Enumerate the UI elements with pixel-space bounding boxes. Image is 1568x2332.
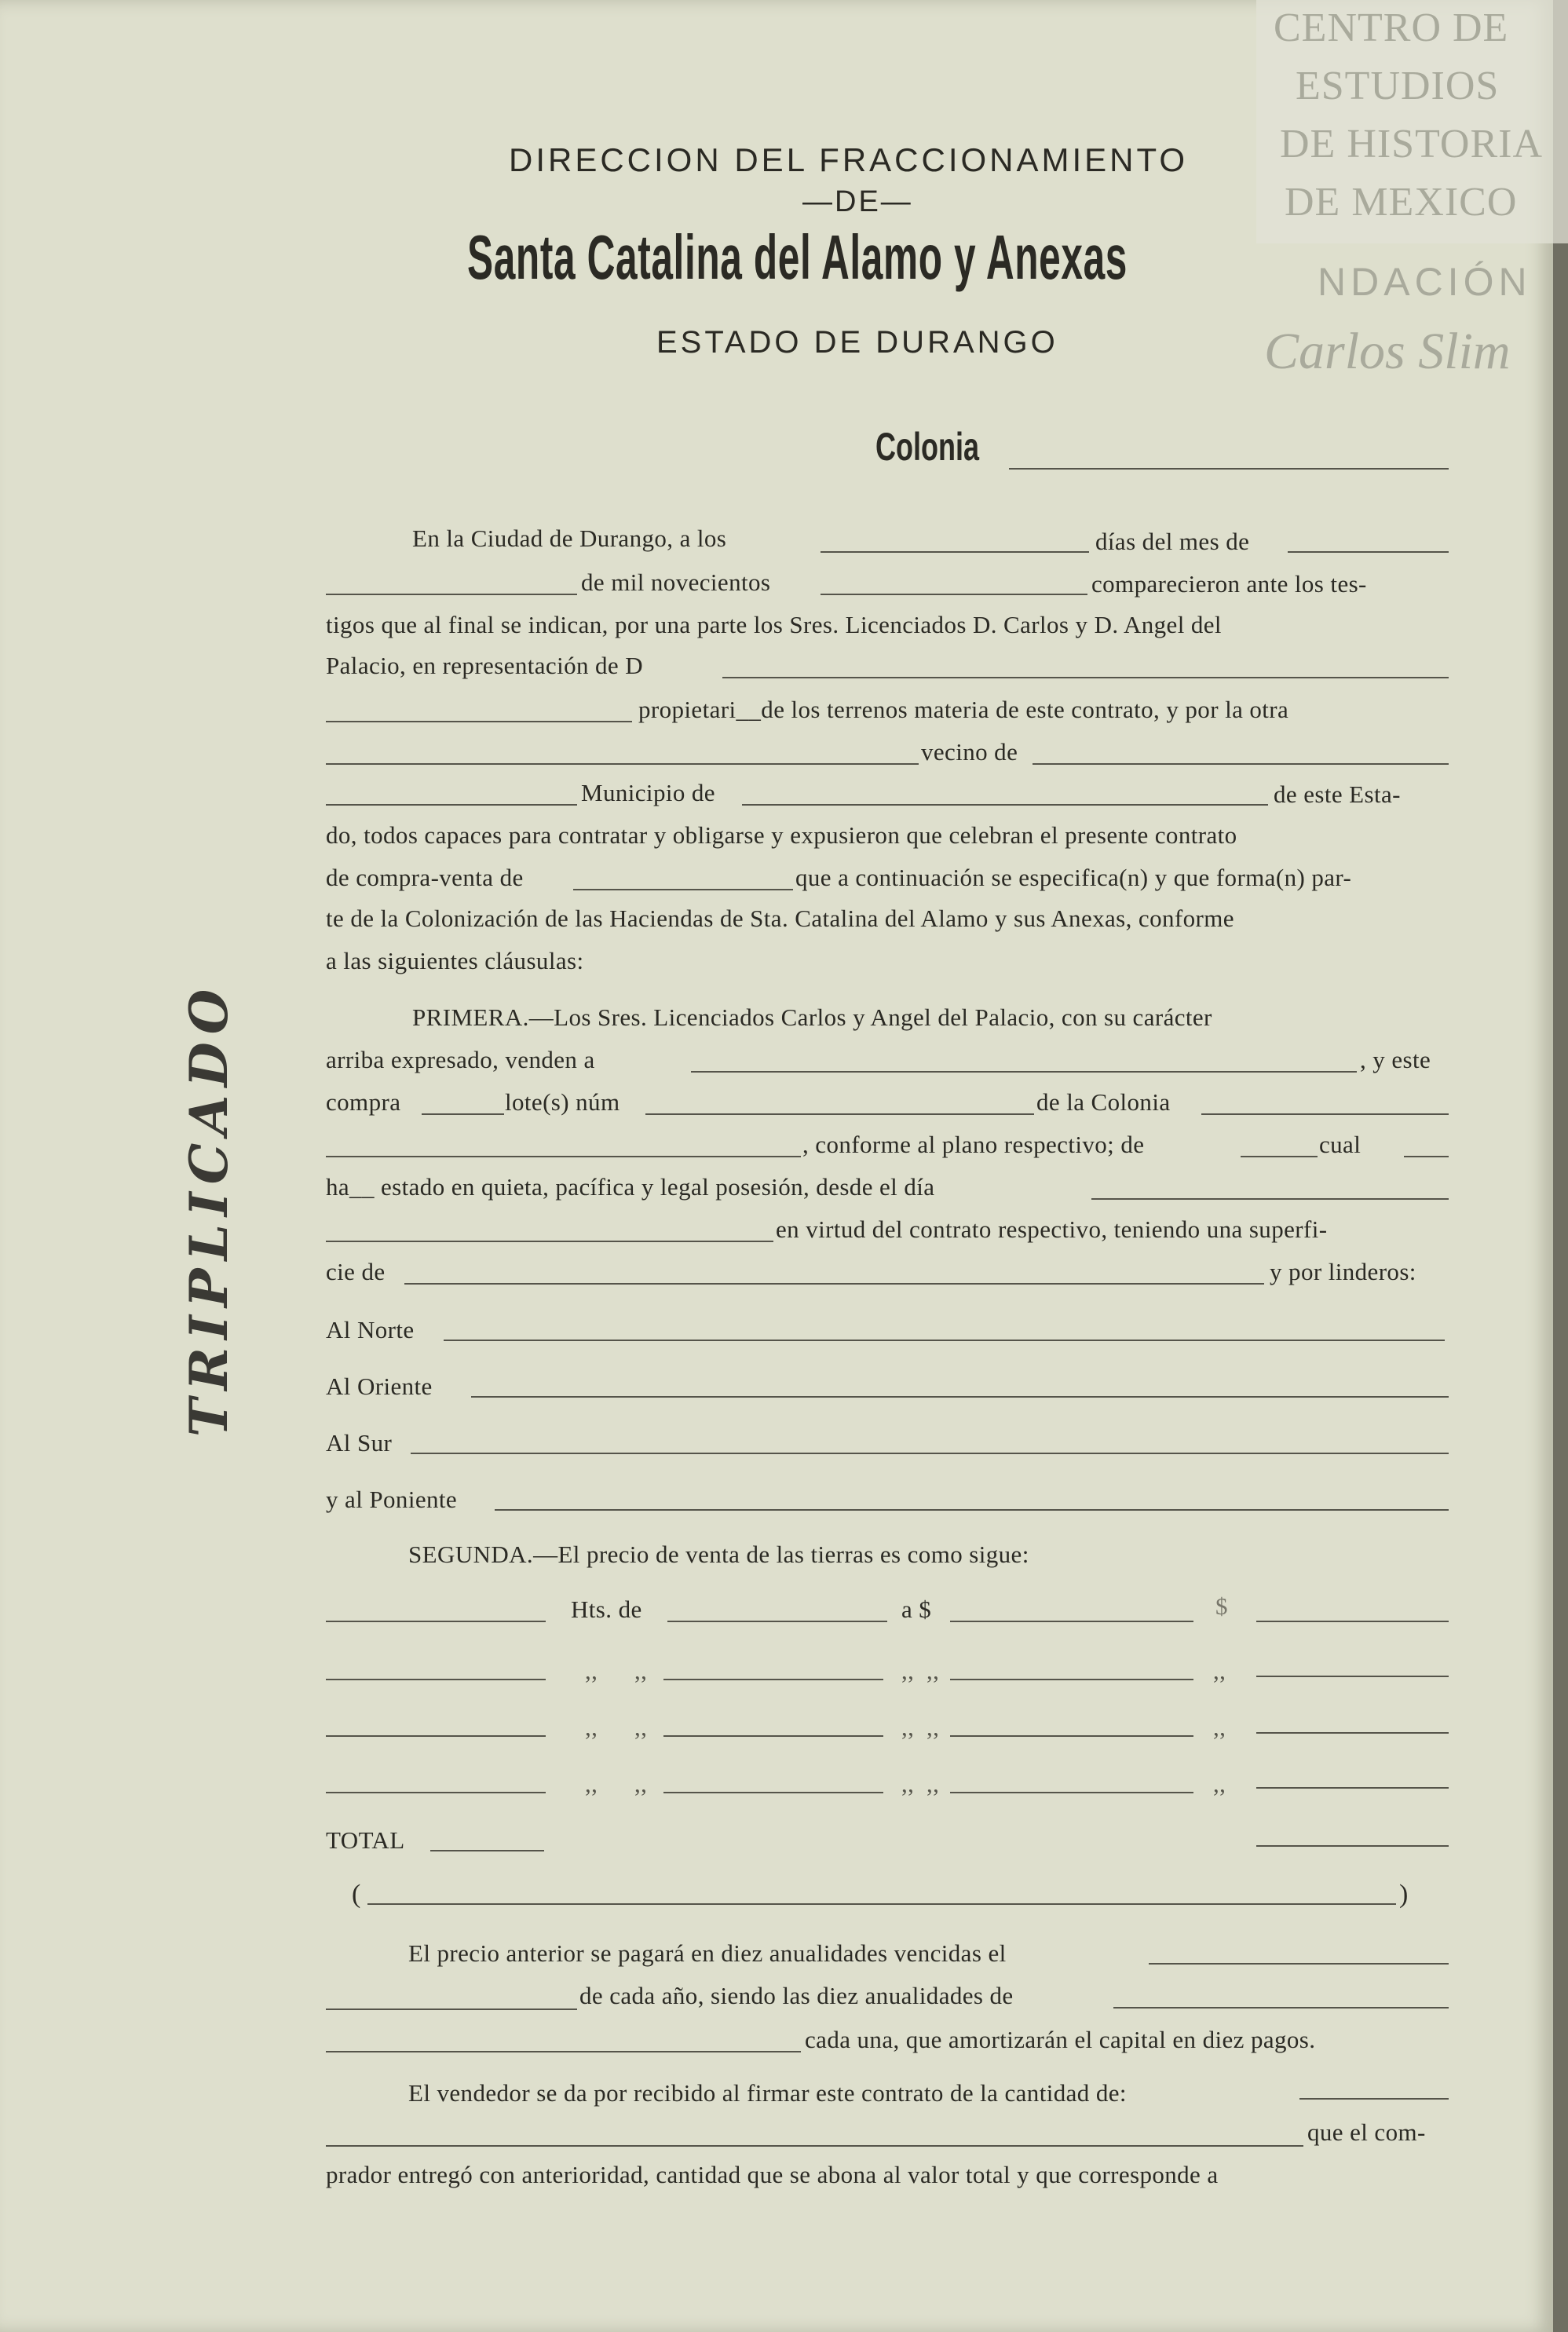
stamp-text: TRIPLICADO — [178, 981, 239, 1437]
blank-price-3b — [663, 1735, 883, 1737]
blank-cantidad-letras — [326, 2145, 1303, 2147]
blank-buyer — [326, 763, 919, 765]
blank-anualidad-fecha — [1149, 1963, 1449, 1965]
text-line: comparecieron ante los tes- — [1091, 570, 1367, 598]
ditto-mark: ,, — [901, 1657, 915, 1684]
ditto-mark: ,, — [634, 1657, 648, 1684]
blank-price-3d — [1256, 1732, 1449, 1734]
blank-price-1b — [667, 1621, 887, 1622]
blank-colonia — [1201, 1113, 1449, 1115]
blank-desde-dia — [1091, 1198, 1449, 1200]
text-line: a las siguientes cláusulas: — [326, 947, 584, 974]
blank-price-2b — [663, 1679, 883, 1680]
blank-lote — [645, 1113, 1034, 1115]
blank-monto-letras — [326, 2051, 801, 2052]
blank-price-1c — [950, 1621, 1193, 1622]
blank-fecha — [326, 1241, 773, 1242]
blank-price-4c — [950, 1792, 1193, 1793]
blank-total-words — [367, 1903, 1396, 1905]
blank-object — [573, 889, 793, 890]
ditto-mark: ,, — [634, 1770, 648, 1797]
text-line: PRIMERA.—Los Sres. Licenciados Carlos y Angel del Palacio, con su carácter — [412, 1003, 1212, 1031]
text-line: en virtud del contrato respectivo, teniendo una superfi- — [776, 1215, 1328, 1243]
text-line: cual — [1319, 1131, 1361, 1158]
watermark-line: NDACIÓN — [1318, 260, 1532, 304]
ditto-mark: ,, — [927, 1713, 940, 1741]
blank-price-3a — [326, 1735, 546, 1737]
blank-sur — [411, 1453, 1449, 1454]
ditto-mark: ,, — [901, 1713, 915, 1741]
blank-price-1d — [1256, 1621, 1449, 1622]
blank-price-3c — [950, 1735, 1193, 1737]
text-line: El precio anterior se pagará en diez anualidades vencidas el — [408, 1939, 1007, 1967]
text-line: y por linderos: — [1270, 1258, 1416, 1285]
text-line: propietari__de los terrenos materia de este contrato, y por la otra — [638, 696, 1289, 723]
header-direction: DIRECCION DEL FRACCIONAMIENTO — [509, 141, 1189, 178]
colonia-label: Colonia — [875, 425, 979, 469]
ditto-mark: ,, — [634, 1713, 648, 1741]
document-title: Santa Catalina del Alamo y Anexas — [467, 222, 1128, 292]
ditto-mark: ,, — [1213, 1713, 1226, 1741]
ditto-mark: ,, — [585, 1713, 598, 1741]
blank-price-4d — [1256, 1787, 1449, 1789]
text-line: , conforme al plano respectivo; de — [802, 1131, 1145, 1158]
blank-price-1a — [326, 1621, 546, 1622]
dollar-label: $ — [1215, 1592, 1228, 1620]
blank-price-4b — [663, 1792, 883, 1793]
blank-month — [1288, 551, 1449, 553]
text-line: de cada año, siendo las diez anualidades de — [579, 1982, 1014, 2009]
header-de: —DE— — [802, 185, 913, 218]
blank-total — [430, 1850, 544, 1851]
text-line: SEGUNDA.—El precio de venta de las tierras es como sigue: — [408, 1541, 1029, 1568]
text-line: Palacio, en representación de D — [326, 652, 644, 679]
text-line: de mil novecientos — [581, 568, 771, 596]
blank-year — [821, 594, 1087, 595]
watermark-signature: Carlos Slim — [1264, 323, 1511, 380]
blank-owner — [326, 721, 632, 722]
text-line: te de la Colonización de las Haciendas de Sta. Catalina del Alamo y sus Anexas, conforme — [326, 905, 1234, 932]
text-line: cada una, que amortizarán el capital en diez pagos. — [805, 2026, 1316, 2053]
text-line: lote(s) núm — [505, 1088, 620, 1116]
blank-place — [326, 804, 577, 806]
watermark-line: ESTUDIOS — [1296, 64, 1500, 108]
text-line: días del mes de — [1095, 528, 1250, 555]
ditto-mark: ,, — [927, 1657, 940, 1684]
blank-price-4a — [326, 1792, 546, 1793]
text-line: que a continuación se especifica(n) y que forma(n) par- — [795, 864, 1352, 891]
text-line: compra — [326, 1088, 401, 1116]
lindero-sur: Al Sur — [326, 1429, 393, 1457]
text-line: cie de — [326, 1258, 386, 1285]
blank-superficie — [404, 1283, 1264, 1285]
total-label: TOTAL — [326, 1826, 405, 1854]
text-line: prador entregó con anterioridad, cantidad que se abona al valor total y que corresponde a — [326, 2161, 1219, 2188]
blank-anualidad-monto — [1113, 2007, 1449, 2009]
blank-cual — [1404, 1156, 1449, 1157]
text-line: tigos que al final se indican, por una parte los Sres. Licenciados D. Carlos y D. Angel del — [326, 611, 1222, 638]
blank-dia-anio — [326, 2009, 577, 2010]
text-line: arriba expresado, venden a — [326, 1046, 595, 1073]
paren-close: ) — [1399, 1880, 1409, 1909]
blank-oriente — [471, 1396, 1449, 1398]
text-line: de compra-venta de — [326, 864, 524, 891]
hts-label: Hts. de — [571, 1595, 642, 1623]
blank-norte — [444, 1340, 1445, 1341]
blank-total-amount — [1256, 1845, 1449, 1847]
state-label: ESTADO DE DURANGO — [656, 325, 1058, 360]
blank-representation — [722, 677, 1449, 678]
paren-open: ( — [352, 1880, 361, 1909]
text-line: do, todos capaces para contratar y obligarse y expusieron que celebran el presente contrato — [326, 821, 1237, 849]
lindero-poniente: y al Poniente — [326, 1486, 458, 1513]
a-label: a $ — [901, 1595, 932, 1623]
watermark-line: CENTRO DE — [1274, 5, 1509, 50]
ditto-mark: ,, — [1213, 1770, 1226, 1797]
ditto-mark: ,, — [927, 1770, 940, 1797]
ditto-mark: ,, — [585, 1770, 598, 1797]
blank-days — [821, 551, 1089, 553]
text-line: ha__ estado en quieta, pacífica y legal posesión, desde el día — [326, 1173, 935, 1201]
lindero-oriente: Al Oriente — [326, 1373, 433, 1400]
blank-poniente — [495, 1509, 1449, 1511]
blank-price-2a — [326, 1679, 546, 1680]
colonia-blank — [1009, 468, 1449, 470]
lindero-norte: Al Norte — [326, 1316, 415, 1343]
watermark-line: DE HISTORIA — [1280, 122, 1544, 166]
text-line: de la Colonia — [1036, 1088, 1171, 1116]
watermark-line: DE MEXICO — [1285, 180, 1518, 225]
text-line: de este Esta- — [1274, 780, 1401, 808]
triplicado-stamp — [122, 895, 239, 1437]
text-line: Municipio de — [581, 779, 715, 806]
text-line: , y este — [1360, 1046, 1431, 1073]
blank-plano — [326, 1156, 801, 1157]
ditto-mark: ,, — [901, 1770, 915, 1797]
ditto-mark: ,, — [1213, 1657, 1226, 1684]
ditto-mark: ,, — [585, 1657, 598, 1684]
text-line: El vendedor se da por recibido al firmar este contrato de la cantidad de: — [408, 2079, 1127, 2107]
text-line: En la Ciudad de Durango, a los — [412, 525, 727, 552]
blank-date — [326, 594, 577, 595]
archive-watermark — [1256, 0, 1568, 243]
text-line: vecino de — [921, 738, 1018, 766]
blank-compra — [422, 1113, 504, 1115]
blank-venden-a — [691, 1071, 1357, 1073]
text-line: que el com- — [1307, 2118, 1426, 2146]
blank-cantidad — [1299, 2098, 1449, 2100]
blank-price-2d — [1256, 1676, 1449, 1677]
blank-vecino — [1033, 763, 1449, 765]
blank-de — [1241, 1156, 1318, 1157]
blank-price-2c — [950, 1679, 1193, 1680]
blank-municipio — [742, 804, 1268, 806]
